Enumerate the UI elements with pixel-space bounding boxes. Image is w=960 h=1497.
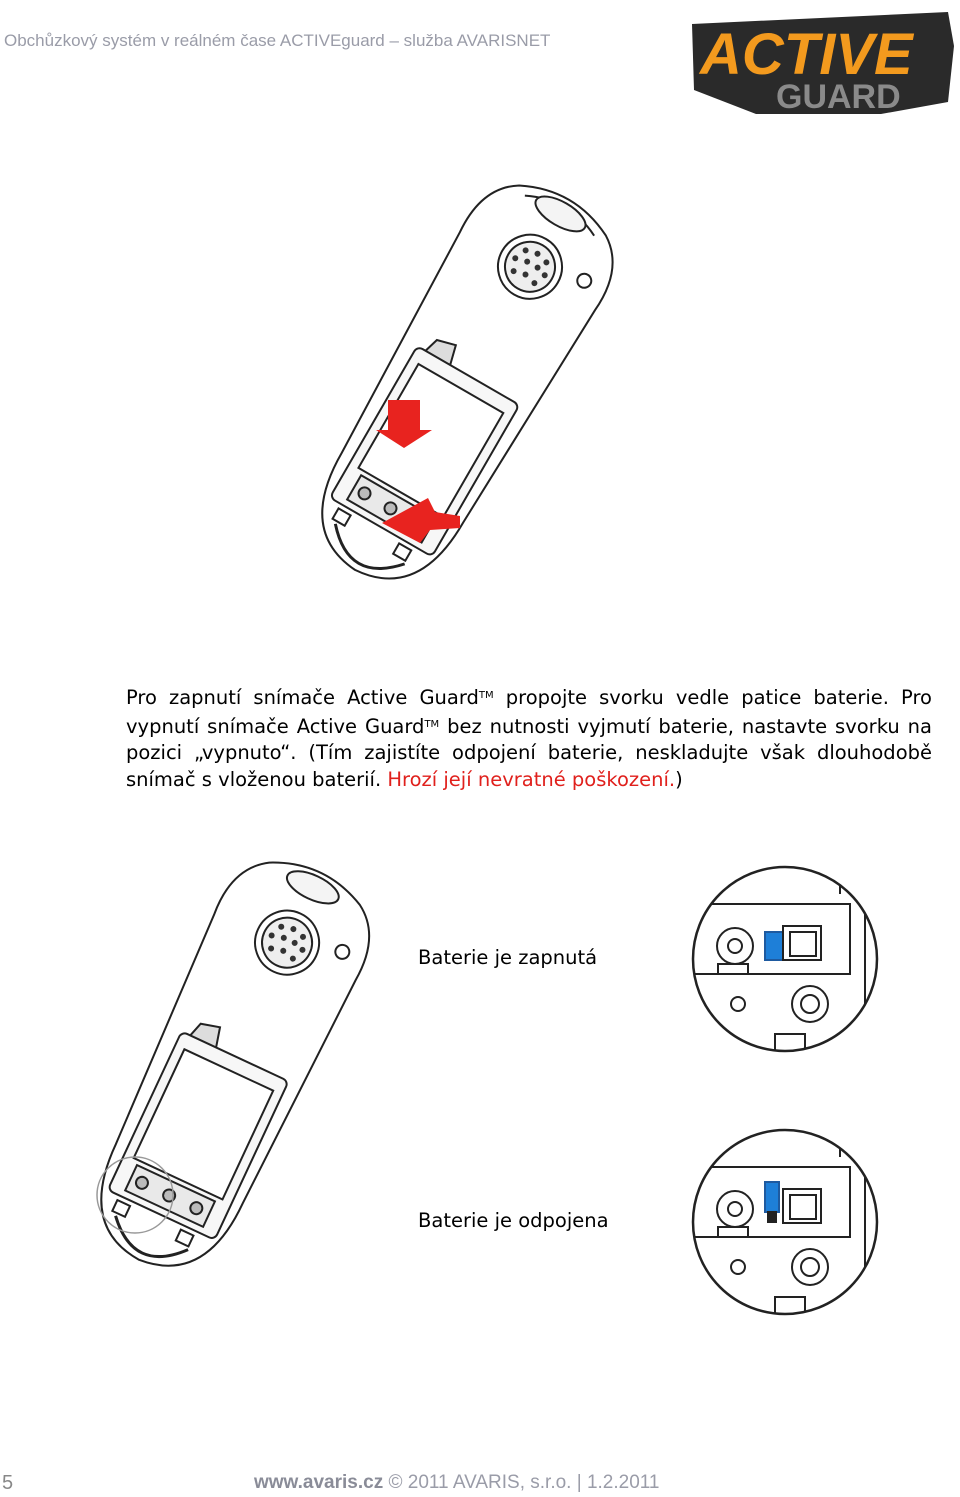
detail-battery-on [690, 864, 880, 1058]
caption-battery-on: Baterie je zapnutá [418, 946, 598, 969]
device-illustration-top [270, 168, 650, 612]
website-link[interactable]: www.avaris.cz [254, 1472, 384, 1493]
paragraph-part4: ) [675, 767, 683, 791]
page-number: 5 [2, 1472, 14, 1494]
trademark-2: TM [424, 718, 440, 730]
header-title: Obchůzkový systém v reálném čase ACTIVEguard – služba AVARISNET [4, 31, 551, 50]
paragraph-part3: bez nutnosti vyjmutí baterie, nastavte svorku na pozici „vypnuto“. (Tím zajistíte odpojení baterie, neskladujte však dlouhodobě snímač s vloženou baterií. [126, 714, 932, 791]
trademark-1: TM [478, 690, 494, 701]
caption-battery-off: Baterie je odpojena [418, 1209, 609, 1232]
logo-line1: ACTIVE [700, 22, 913, 87]
warning-text: Hrozí její nevratné poškození. [387, 767, 676, 791]
paragraph-part2: propojte svorku vedle patice baterie. Pro vypnutí snímače Active Guard [126, 686, 932, 738]
activeguard-logo [686, 6, 958, 118]
instruction-paragraph [126, 683, 932, 793]
detail-battery-off [690, 1127, 880, 1321]
footer [254, 1472, 660, 1494]
logo-line2: GUARD [776, 78, 901, 116]
footer-copyright: © 2011 AVARIS, s.r.o. | 1.2.2011 [388, 1472, 660, 1493]
device-illustration-bottom [30, 855, 400, 1279]
paragraph-part1: Pro zapnutí snímače Active Guard [126, 686, 479, 709]
